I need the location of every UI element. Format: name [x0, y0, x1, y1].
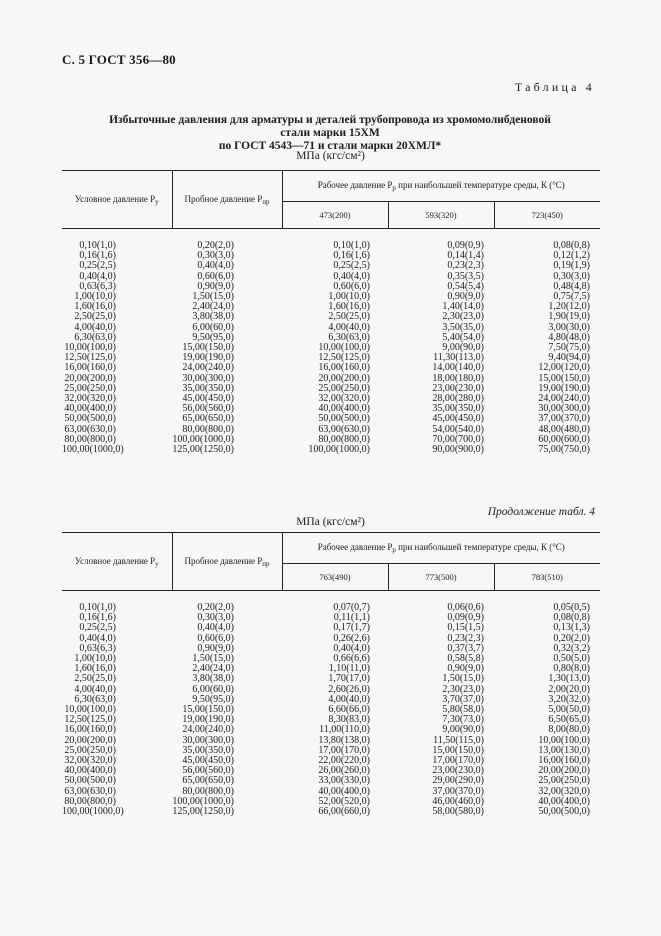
continuation-label: Продолжение табл. 4 — [487, 506, 595, 518]
table-cell: 0,09(0,9) — [447, 240, 484, 251]
table-cell: 15,00(150,0) — [182, 342, 234, 354]
table-cell: 2,50(25,0) — [74, 673, 116, 685]
table-cell: 100,00(1000,0) — [172, 433, 234, 445]
table-cell: 26,00(260,0) — [318, 765, 370, 777]
table-cell: 0,90(9,0) — [197, 642, 234, 654]
temperature-header: 473(200) — [282, 202, 388, 229]
table-cell: 0,23(2,3) — [447, 260, 484, 272]
table-cell: 0,40(4,0) — [333, 642, 370, 654]
table-cell: 80,00(800,0) — [318, 433, 370, 445]
table-cell: 20,00(200,0) — [64, 734, 116, 746]
table-cell: 3,80(38,0) — [192, 311, 234, 323]
table-cell: 29,00(290,0) — [432, 775, 484, 787]
table-cell: 0,05(0,5) — [553, 602, 591, 613]
table-cell: 15,00(150,0) — [182, 704, 234, 716]
table-cell: 10,00(100,0) — [64, 342, 116, 354]
table-cell: 0,08(0,8) — [553, 612, 591, 624]
table-cell: 6,00(60,0) — [192, 683, 234, 695]
table-cell: 30,00(300,0) — [538, 403, 591, 415]
table-cell: 0,14(1,4) — [447, 250, 484, 262]
table-cell: 6,60(66,0) — [328, 704, 370, 716]
table-cell: 13,00(130,0) — [538, 744, 591, 756]
table-cell: 30,00(300,0) — [182, 734, 234, 746]
table-cell: 1,50(15,0) — [442, 673, 484, 685]
table-cell: 0,54(5,4) — [447, 280, 484, 292]
table-cell: 0,08(0,8) — [553, 240, 591, 251]
temperature-header: 723(450) — [494, 202, 600, 229]
table-cell: 9,00(90,0) — [442, 342, 484, 354]
table-cell: 2,50(25,0) — [328, 311, 370, 323]
table-cell: 0,20(2,0) — [197, 240, 234, 251]
table-cell: 40,00(400,0) — [318, 785, 370, 797]
table-cell: 4,00(40,0) — [74, 321, 116, 333]
table-cell: 100,00(1000,0) — [308, 444, 370, 456]
table-cell: 0,20(2,0) — [553, 632, 591, 644]
table-cell: 3,50(35,0) — [442, 321, 484, 333]
table-cell: 10,00(100,0) — [64, 704, 116, 716]
table-cell: 4,00(40,0) — [74, 683, 116, 695]
table-cell: 66,00(660,0) — [318, 806, 370, 818]
table-cell: 5,80(58,0) — [442, 704, 484, 716]
table-cell: 7,50(75,0) — [548, 342, 591, 354]
table-cell: 0,19(1,9) — [553, 260, 591, 272]
table-cell: 8,30(83,0) — [328, 714, 370, 726]
table-cell: 0,60(6,0) — [197, 270, 234, 282]
table-cell: 1,00(10,0) — [74, 291, 116, 303]
table-cell: 3,80(38,0) — [192, 673, 234, 685]
table-cell: 100,00(1000,0) — [62, 444, 124, 456]
table-cell: 1,40(14,0) — [442, 301, 484, 313]
table-cell: 65,00(650,0) — [182, 413, 234, 425]
table-cell: 0,25(2,5) — [333, 260, 370, 272]
table-cell: 70,00(700,0) — [432, 433, 484, 445]
table-cell: 24,00(240,0) — [538, 393, 591, 405]
table-cell: 5,00(50,0) — [548, 704, 591, 716]
table-cell: 0,60(6,0) — [333, 280, 370, 292]
table-cell: 0,63(6,3) — [79, 642, 116, 654]
table-cell: 1,00(10,0) — [328, 291, 370, 303]
table-cell: 46,00(460,0) — [432, 795, 484, 807]
table-cell: 45,00(450,0) — [182, 755, 234, 767]
table-cell: 45,00(450,0) — [432, 413, 484, 425]
table-row — [62, 261, 600, 271]
table-cell: 2,30(23,0) — [442, 311, 484, 323]
table-cell: 0,17(1,7) — [333, 622, 370, 634]
table-cell: 6,00(60,0) — [192, 321, 234, 333]
col-header-working-pressure: Рабочее давление $P_р$ при наибольшей температуре среды, К (°С) — [282, 533, 600, 564]
table-row — [62, 613, 600, 623]
table-cell: 4,80(48,0) — [548, 331, 591, 343]
table-cell: 19,00(190,0) — [182, 352, 234, 364]
page-header: С. 5 ГОСТ 356—80 — [62, 52, 176, 67]
table-cell: 13,80(138,0) — [318, 734, 370, 746]
table-cell: 35,00(350,0) — [432, 403, 484, 415]
table-cell: 10,00(100,0) — [538, 734, 591, 746]
table-cell: 7,30(73,0) — [442, 714, 484, 726]
table-cell: 10,00(100,0) — [318, 342, 370, 354]
table-cell: 56,00(560,0) — [182, 403, 234, 415]
table-cell: 25,00(250,0) — [64, 744, 116, 756]
table-cell: 48,00(480,0) — [538, 423, 591, 435]
temperature-header: 763(490) — [282, 564, 388, 591]
table-cell: 58,00(580,0) — [432, 806, 484, 818]
units-label: МПа (кгс/см²) — [296, 150, 365, 162]
table-cell: 90,00(900,0) — [432, 444, 484, 456]
table-cell: 33,00(330,0) — [318, 775, 370, 787]
table-cell: 23,00(230,0) — [432, 765, 484, 777]
table-cell: 0,25(2,5) — [79, 622, 116, 634]
table-cell: 0,10(1,0) — [79, 602, 116, 613]
units-label-2: МПа (кгс/см²) — [296, 516, 365, 528]
table-cell: 0,80(8,0) — [553, 663, 591, 675]
table-cell: 35,00(350,0) — [182, 744, 234, 756]
table-cell: 0,66(6,6) — [333, 653, 370, 665]
table-row — [62, 634, 600, 644]
table-cell: 0,25(2,5) — [79, 260, 116, 272]
table-cell: 50,00(500,0) — [64, 413, 116, 425]
table-cell: 32,00(320,0) — [538, 785, 591, 797]
table-cell: 1,60(16,0) — [328, 301, 370, 313]
table-row — [62, 251, 600, 261]
table-cell: 50,00(500,0) — [318, 413, 370, 425]
table-cell: 80,00(800,0) — [182, 423, 234, 435]
table-number-label: Таблица 4 — [514, 80, 595, 94]
table-cell: 50,00(500,0) — [64, 775, 116, 787]
table-cell: 0,40(4,0) — [197, 622, 234, 634]
table-cell: 17,00(170,0) — [318, 744, 370, 756]
table-cell: 0,30(3,0) — [197, 250, 234, 262]
table-cell: 0,30(3,0) — [197, 612, 234, 624]
table-cell: 30,00(300,0) — [182, 372, 234, 384]
table-row — [62, 445, 600, 455]
table-cell: 0,63(6,3) — [79, 280, 116, 292]
table-cell: 1,60(16,0) — [74, 301, 116, 313]
table-cell: 0,07(0,7) — [333, 602, 370, 613]
table-cell: 32,00(320,0) — [318, 393, 370, 405]
table-cell: 3,70(37,0) — [442, 693, 484, 705]
table-cell: 11,30(113,0) — [433, 352, 484, 364]
table-cell: 6,30(63,0) — [328, 331, 370, 343]
table-row — [62, 644, 600, 654]
table-cell: 0,16(1,6) — [79, 250, 116, 262]
table-cell: 8,00(80,0) — [548, 724, 591, 736]
col-header-conditional-pressure: Условное давление $P_у$ — [62, 533, 172, 591]
table-cell: 0,12(1,2) — [553, 250, 591, 262]
table-cell: 25,00(250,0) — [318, 382, 370, 394]
table-cell: 40,00(400,0) — [318, 403, 370, 415]
table-cell: 16,00(160,0) — [64, 724, 116, 736]
table-cell: 32,00(320,0) — [64, 755, 116, 767]
table-cell: 0,15(1,5) — [447, 622, 484, 634]
col-header-test-pressure: Пробное давление $P_{пр}$ — [172, 171, 282, 229]
table-cell: 0,26(2,6) — [333, 632, 370, 644]
table-cell: 0,09(0,9) — [447, 612, 484, 624]
col-header-working-pressure: Рабочее давление $P_р$ при наибольшей температуре среды, К (°С) — [282, 171, 600, 202]
table-row — [62, 272, 600, 282]
table-row — [62, 603, 600, 613]
table-cell: 6,30(63,0) — [74, 693, 116, 705]
table-cell: 25,00(250,0) — [64, 382, 116, 394]
table-cell: 9,00(90,0) — [442, 724, 484, 736]
table-cell: 100,00(1000,0) — [172, 795, 234, 807]
table-cell: 11,50(115,0) — [433, 734, 484, 746]
table-cell: 1,20(12,0) — [548, 301, 591, 313]
table-cell: 9,40(94,0) — [548, 352, 591, 364]
table-cell: 23,00(230,0) — [432, 382, 484, 394]
table-cell: 0,16(1,6) — [79, 612, 116, 624]
table-cell: 60,00(600,0) — [538, 433, 591, 445]
table-cell: 0,10(1,0) — [333, 240, 370, 251]
table-cell: 0,75(7,5) — [553, 291, 591, 303]
table-cell: 12,50(125,0) — [64, 714, 116, 726]
table-cell: 3,00(30,0) — [548, 321, 591, 333]
table-cell: 40,00(400,0) — [64, 403, 116, 415]
table-cell: 63,00(630,0) — [318, 423, 370, 435]
table-row — [62, 807, 600, 817]
table-cell: 1,50(15,0) — [192, 653, 234, 665]
table-cell: 80,00(800,0) — [64, 433, 116, 445]
table-cell: 0,90(9,0) — [447, 291, 484, 303]
table-cell: 2,40(24,0) — [192, 301, 234, 313]
table-cell: 0,90(9,0) — [197, 280, 234, 292]
table-cell: 11,00(110,0) — [319, 724, 370, 736]
table-cell: 35,00(350,0) — [182, 382, 234, 394]
table-cell: 0,40(4,0) — [197, 260, 234, 272]
table-cell: 4,00(40,0) — [328, 321, 370, 333]
table-cell: 2,30(23,0) — [442, 683, 484, 695]
table-cell: 56,00(560,0) — [182, 765, 234, 777]
table-cell: 24,00(240,0) — [182, 362, 234, 374]
table-cell: 0,40(4,0) — [79, 632, 116, 644]
table-cell: 15,00(150,0) — [538, 372, 591, 384]
table-cell: 54,00(540,0) — [432, 423, 484, 435]
table-cell: 9,50(95,0) — [192, 331, 234, 343]
table-cell: 37,00(370,0) — [432, 785, 484, 797]
table-cell: 20,00(200,0) — [318, 372, 370, 384]
table-cell: 14,00(140,0) — [432, 362, 484, 374]
temperature-header: 783(510) — [494, 564, 600, 591]
table-cell: 125,00(1250,0) — [172, 444, 234, 456]
table-cell: 0,10(1,0) — [79, 240, 116, 251]
table-cell: 0,35(3,5) — [447, 270, 484, 282]
table-cell: 16,00(160,0) — [538, 755, 591, 767]
table-cell: 3,20(32,0) — [548, 693, 591, 705]
table-cell: 1,00(10,0) — [74, 653, 116, 665]
table-cell: 4,00(40,0) — [328, 693, 370, 705]
table-cell: 37,00(370,0) — [538, 413, 591, 425]
table-cell: 0,37(3,7) — [447, 642, 484, 654]
table-cell: 22,00(220,0) — [318, 755, 370, 767]
table-cell: 40,00(400,0) — [538, 795, 591, 807]
table-cell: 20,00(200,0) — [538, 765, 591, 777]
table-cell: 0,90(9,0) — [447, 663, 484, 675]
table-cell: 12,50(125,0) — [64, 352, 116, 364]
table-cell: 75,00(750,0) — [538, 444, 591, 456]
table-cell: 1,30(13,0) — [548, 673, 591, 685]
table-row — [62, 623, 600, 633]
table-cell: 45,00(450,0) — [182, 393, 234, 405]
table-cell: 12,00(120,0) — [538, 362, 591, 374]
table-title-line-1: Избыточные давления для арматуры и деталей трубопровода из хромомолибденовой стали марки 15ХМ — [109, 114, 551, 139]
table-cell: 2,00(20,0) — [548, 683, 591, 695]
table-cell: 16,00(160,0) — [318, 362, 370, 374]
table-cell: 20,00(200,0) — [64, 372, 116, 384]
table-cell: 80,00(800,0) — [64, 795, 116, 807]
table-cell: 17,00(170,0) — [432, 755, 484, 767]
table-cell: 0,30(3,0) — [553, 270, 591, 282]
table-cell: 63,00(630,0) — [64, 423, 116, 435]
table-cell: 9,50(95,0) — [192, 693, 234, 705]
table-cell: 0,11(1,1) — [333, 612, 370, 624]
table-cell: 6,30(63,0) — [74, 331, 116, 343]
table-cell: 2,60(26,0) — [328, 683, 370, 695]
table-cell: 63,00(630,0) — [64, 785, 116, 797]
table-cell: 0,58(5,8) — [447, 653, 484, 665]
pressure-table-2 — [62, 532, 600, 817]
table-cell: 15,00(150,0) — [432, 744, 484, 756]
temperature-header: 773(500) — [388, 564, 494, 591]
table-cell: 1,90(19,0) — [548, 311, 591, 323]
table-cell: 0,32(3,2) — [553, 642, 591, 654]
table-cell: 1,50(15,0) — [192, 291, 234, 303]
table-cell: 125,00(1250,0) — [172, 806, 234, 818]
table-row — [62, 241, 600, 251]
table-cell: 40,00(400,0) — [64, 765, 116, 777]
table-cell: 0,40(4,0) — [79, 270, 116, 282]
table-cell: 1,10(11,0) — [328, 663, 370, 675]
table-cell: 0,48(4,8) — [553, 280, 591, 292]
table-cell: 0,06(0,6) — [447, 602, 484, 613]
table-cell: 24,00(240,0) — [182, 724, 234, 736]
col-header-conditional-pressure: Условное давление $P_у$ — [62, 171, 172, 229]
table-cell: 0,60(6,0) — [197, 632, 234, 644]
table-cell: 65,00(650,0) — [182, 775, 234, 787]
table-cell: 16,00(160,0) — [64, 362, 116, 374]
table-cell: 32,00(320,0) — [64, 393, 116, 405]
table-cell: 0,16(1,6) — [333, 250, 370, 262]
table-title — [100, 114, 560, 153]
table-cell: 18,00(180,0) — [432, 372, 484, 384]
table-cell: 1,70(17,0) — [328, 673, 370, 685]
table-title-line-2: по ГОСТ 4543—71 и стали марки 20ХМЛ* — [218, 140, 442, 152]
temperature-header: 593(320) — [388, 202, 494, 229]
table-cell: 2,40(24,0) — [192, 663, 234, 675]
table-cell: 2,50(25,0) — [74, 311, 116, 323]
table-cell: 0,13(1,3) — [553, 622, 591, 634]
table-cell: 19,00(190,0) — [182, 714, 234, 726]
table-cell: 1,60(16,0) — [74, 663, 116, 675]
table-cell: 52,00(520,0) — [318, 795, 370, 807]
table-cell: 0,23(2,3) — [447, 632, 484, 644]
table-cell: 100,00(1000,0) — [62, 806, 124, 818]
table-cell: 19,00(190,0) — [538, 382, 591, 394]
table-cell: 28,00(280,0) — [432, 393, 484, 405]
table-cell: 80,00(800,0) — [182, 785, 234, 797]
table-cell: 6,50(65,0) — [548, 714, 591, 726]
col-header-test-pressure: Пробное давление $P_{пр}$ — [172, 533, 282, 591]
table-cell: 0,40(4,0) — [333, 270, 370, 282]
table-cell: 12,50(125,0) — [318, 352, 370, 364]
table-cell: 25,00(250,0) — [538, 775, 591, 787]
table-cell: 0,20(2,0) — [197, 602, 234, 613]
table-cell: 50,00(500,0) — [538, 806, 591, 818]
table-cell: 0,50(5,0) — [553, 653, 591, 665]
table-cell: 5,40(54,0) — [442, 331, 484, 343]
pressure-table-1 — [62, 170, 600, 455]
